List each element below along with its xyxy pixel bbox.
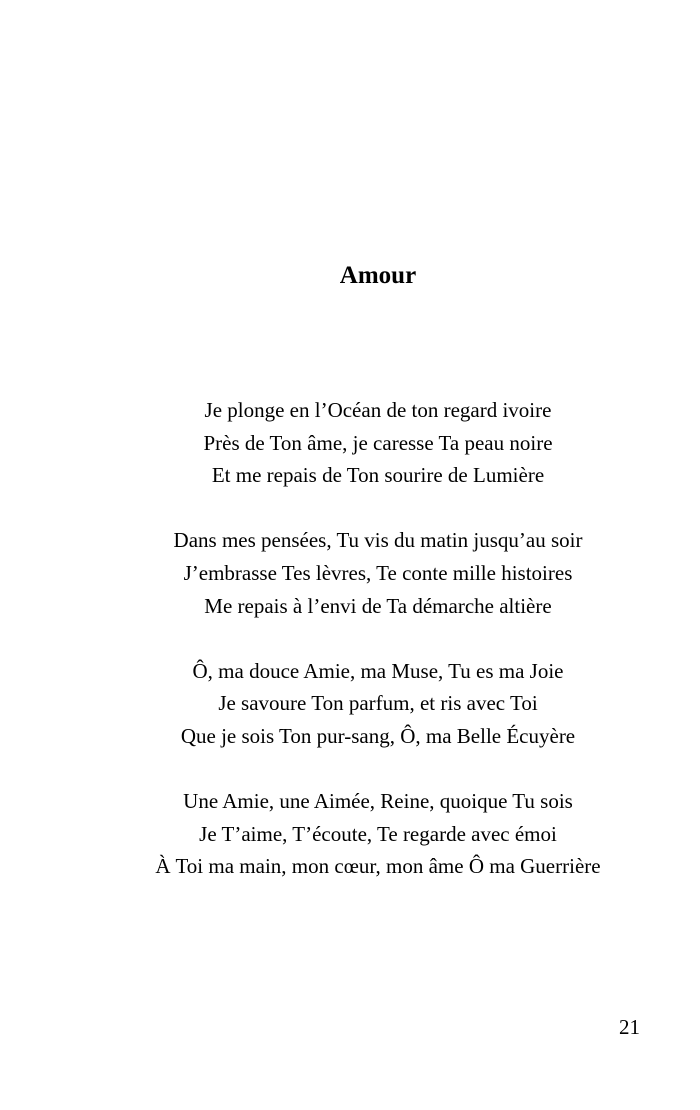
verse-line: Je plonge en l’Océan de ton regard ivoire (204, 398, 552, 422)
poem-title: Amour (339, 262, 417, 289)
verse-line: Une Amie, une Aimée, Reine, quoique Tu sois (183, 789, 573, 814)
verse-line: Je T’aime, T’écoute, Te regarde avec émoi (199, 821, 557, 846)
verse-line: Me repais à l’envi de Ta démarche altière (204, 593, 552, 618)
verse-line: Et me repais de Ton sourire de Lumière (211, 463, 545, 488)
verse-line: Ô, ma douce Amie, ma Muse, Tu es ma Joie (192, 658, 564, 683)
verse-line: À Toi ma main, mon cœur, mon âme Ô ma Guerrière (155, 854, 601, 879)
stanza-3 (56, 655, 700, 753)
stanza-1 (56, 394, 700, 492)
stanza-4 (56, 785, 700, 883)
verse-line: Dans mes pensées, Tu vis du matin jusqu’au soir (173, 528, 583, 553)
stanza-2 (56, 524, 700, 622)
page-number: 21 (619, 1015, 640, 1039)
verse-line: Que je sois Ton pur-sang, Ô, ma Belle Écuyère (180, 723, 576, 748)
poem-body (56, 394, 700, 916)
verse-line: Je savoure Ton parfum, et ris avec Toi (218, 691, 538, 716)
verse-line: Près de Ton âme, je caresse Ta peau noire (203, 430, 553, 455)
verse-line: J’embrasse Tes lèvres, Te conte mille histoires (183, 560, 573, 585)
